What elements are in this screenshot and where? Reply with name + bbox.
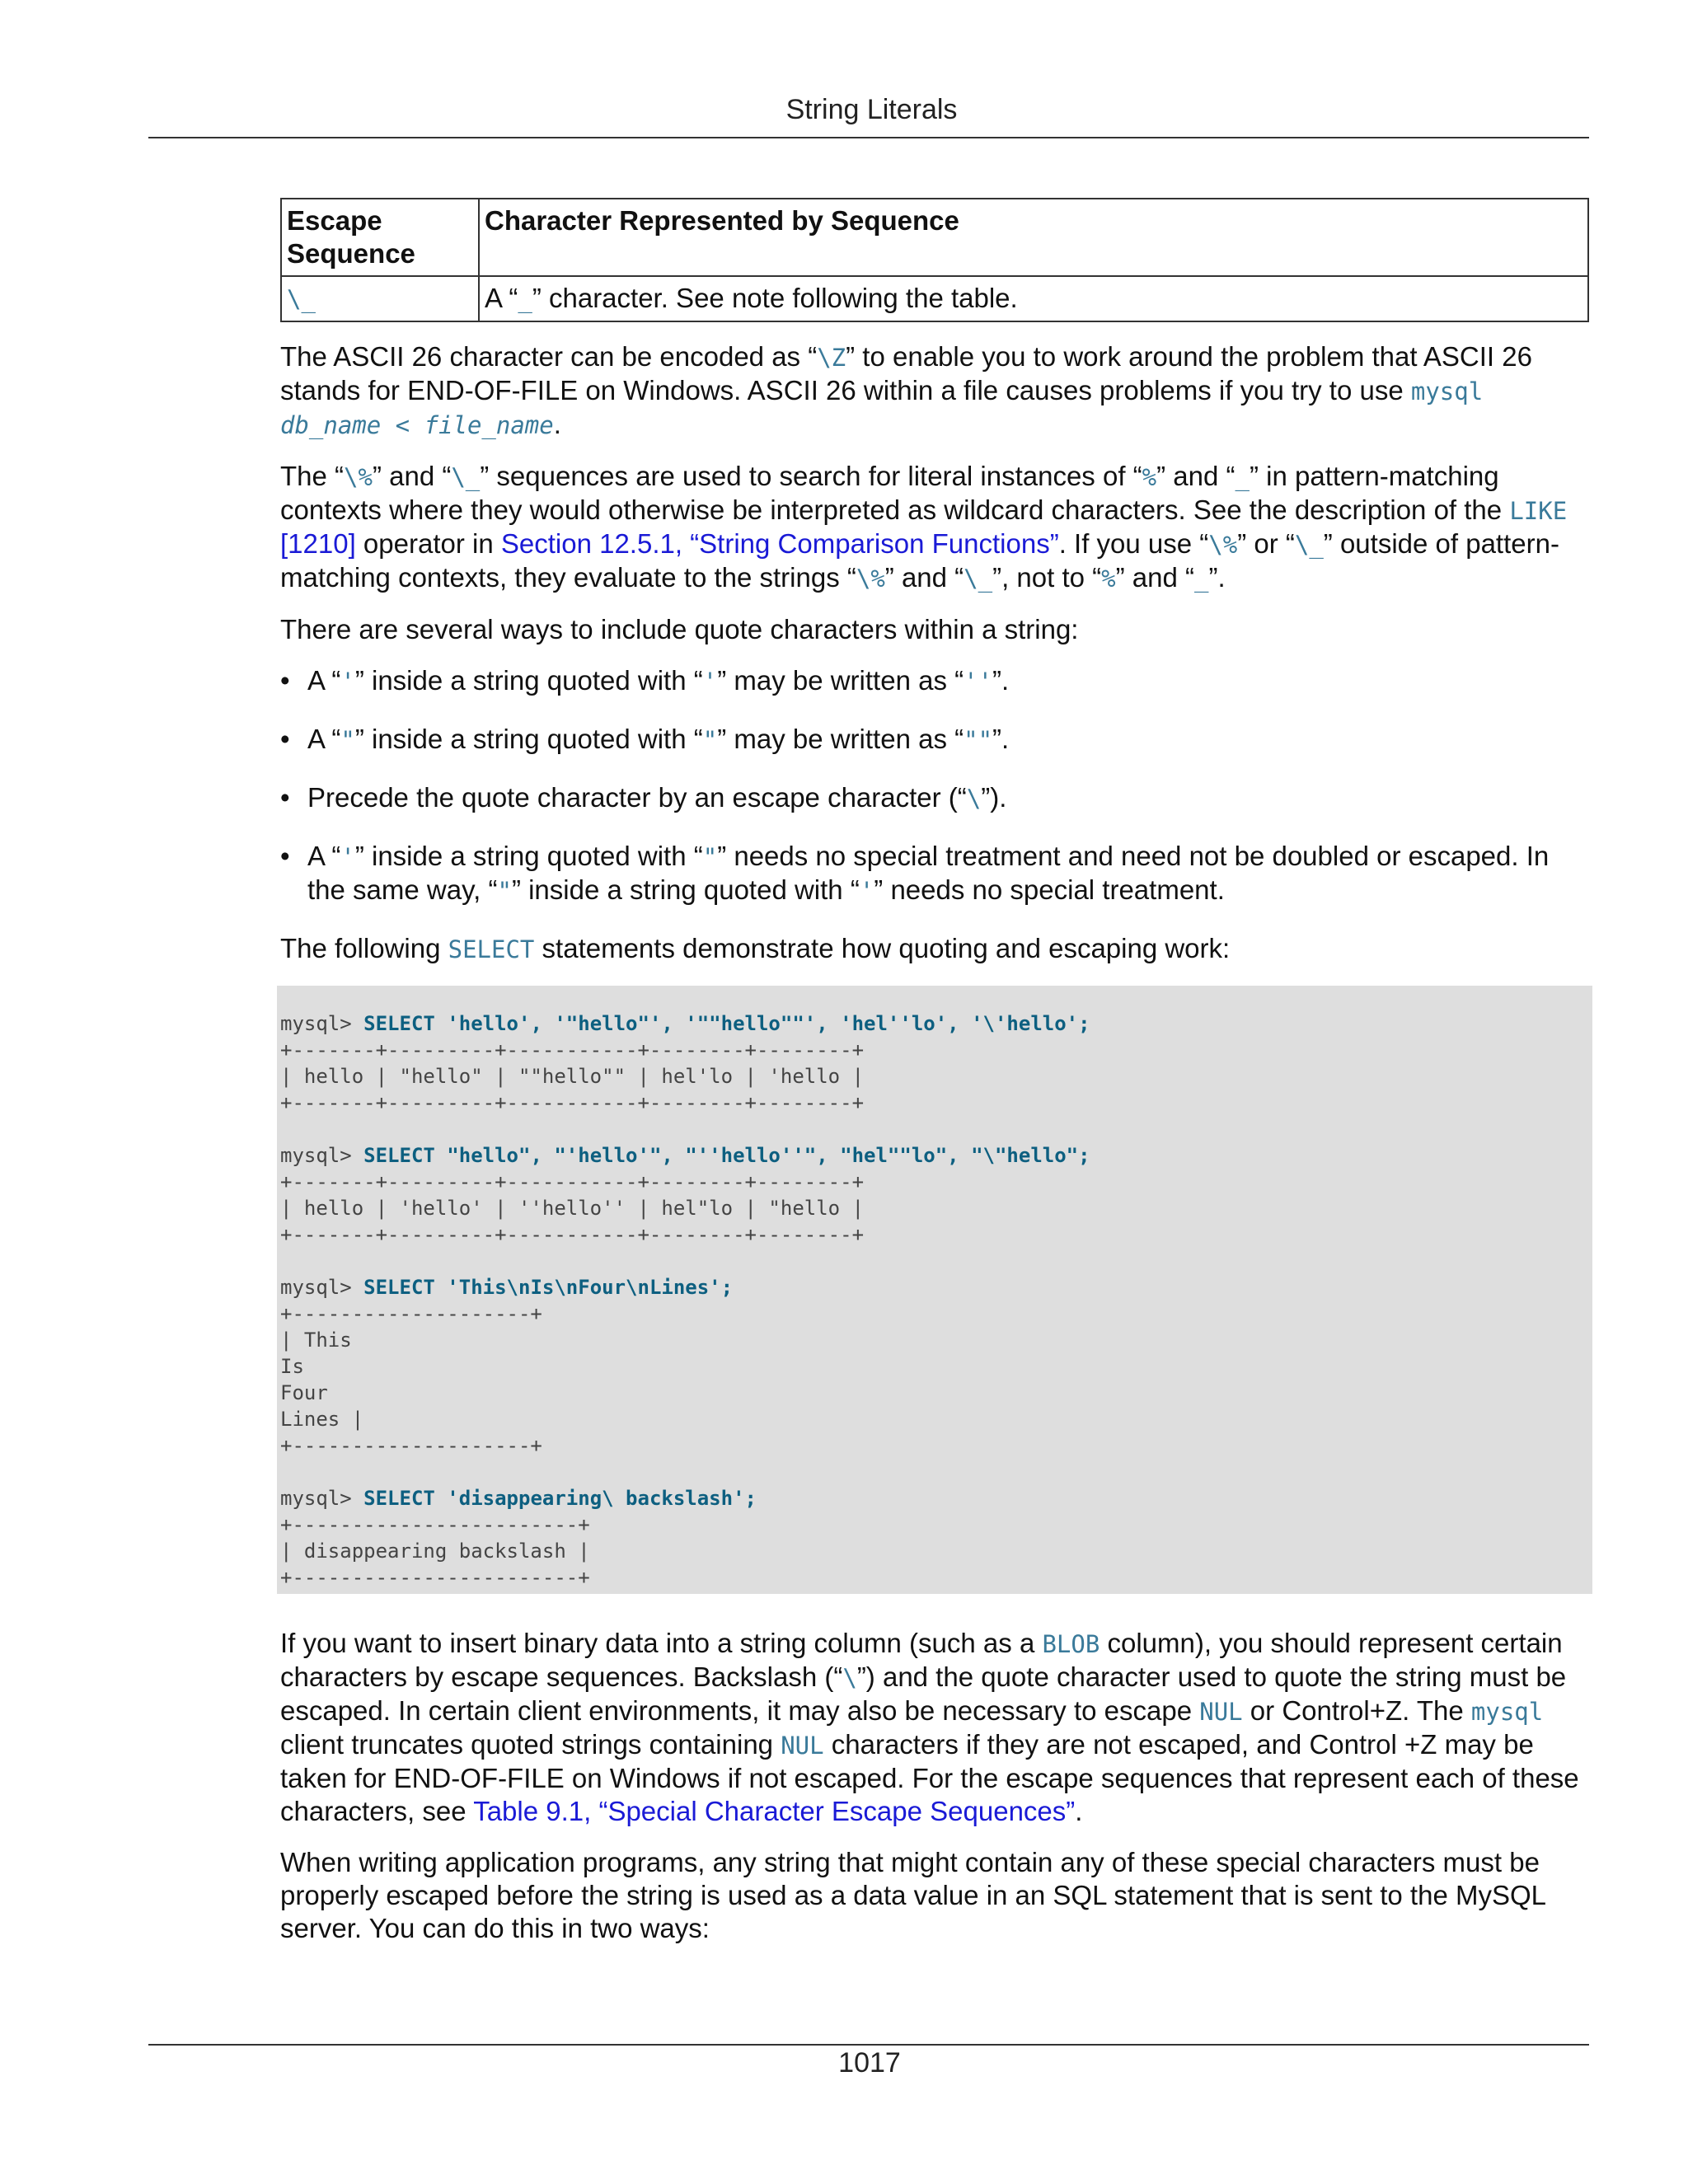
- bullet-icon: •: [280, 724, 290, 754]
- code-result-line: | disappearing backslash |: [280, 1540, 590, 1563]
- mysql-client-code[interactable]: mysql: [1470, 1698, 1544, 1726]
- code-result-line: +------------------------+: [280, 1513, 590, 1536]
- paragraph-ascii26: The ASCII 26 character can be encoded as “\Z” to enable you to work around the problem that ASCII 26 stands for END-OF-FILE on Windows. ASCII 26 within a file causes problems if you try to use mysql db_name < file_name.: [280, 341, 1532, 439]
- paragraph-binary-data: If you want to insert binary data into a string column (such as a BLOB column), you should represent certain characters by escape sequences. Backslash (“\”) and the quote character used to quote the string must be escaped. In certain client environments, it may also be necessary to escape NUL or Control+Z. The mysql client truncates quoted strings containing NUL characters if they are not escaped, and Control +Z may be taken for END-OF-FILE on Windows if not escaped. For the escape sequences that represent each of these characters, see Table 9.1, “Special Character Escape Sequences”.: [280, 1628, 1579, 1826]
- code-result-line: +-------+---------+-----------+--------+--------+: [280, 1223, 865, 1246]
- code-result-line: Four: [280, 1381, 328, 1404]
- code-query-line: mysql> SELECT "hello", "'hello'", "''hello''", "hel""lo", "\"hello";: [280, 1144, 1090, 1167]
- bullet-icon: •: [280, 841, 290, 871]
- table-header-escape-sequence: Escape Sequence: [281, 199, 479, 276]
- paragraph-application-programs: When writing application programs, any string that might contain any of these special characters must be properly escaped before the string is used as a data value in an SQL statement that is sent to the MySQL server. You can do this in two ways:: [280, 1847, 1545, 1943]
- page-number: 1017: [838, 2047, 901, 2079]
- bullet-icon: •: [280, 782, 290, 813]
- link-string-comparison-functions[interactable]: Section 12.5.1, “String Comparison Functions”: [500, 528, 1059, 559]
- code-query-line: mysql> SELECT 'hello', '"hello"', '""hello""', 'hel''lo', '\'hello';: [280, 1012, 1090, 1035]
- paragraph-select-intro: The following SELECT statements demonstrate how quoting and escaping work:: [280, 933, 1231, 963]
- table-header-character: Character Represented by Sequence: [479, 199, 1588, 276]
- list-item: • A “'” inside a string quoted with “'” may be written as “''”.: [280, 665, 1010, 696]
- page-header-title: String Literals: [785, 94, 958, 125]
- code-result-line: | This: [280, 1329, 352, 1352]
- code-result-line: Is: [280, 1355, 304, 1378]
- footer-divider: [148, 2044, 1589, 2046]
- link-like-page[interactable]: [1210]: [280, 528, 356, 559]
- code-result-line: +------------------------+: [280, 1566, 590, 1589]
- like-code[interactable]: LIKE: [1509, 497, 1568, 525]
- escape-code: \_: [287, 285, 316, 313]
- code-result-line: +-------+---------+-----------+--------+--------+: [280, 1091, 865, 1114]
- quote-rules-list: [280, 664, 1589, 907]
- list-item: • Precede the quote character by an escape character (“\”).: [280, 782, 1007, 813]
- escape-sequence-table: [280, 198, 1589, 322]
- link-special-character-table[interactable]: Table 9.1, “Special Character Escape Sequences”: [473, 1796, 1076, 1826]
- paragraph-quote-intro: There are several ways to include quote characters within a string:: [280, 614, 1079, 644]
- code-query-line: mysql> SELECT 'This\nIs\nFour\nLines';: [280, 1276, 734, 1299]
- select-code[interactable]: SELECT: [448, 935, 535, 963]
- list-item: • A “'” inside a string quoted with “"” needs no special treatment and need not be doubled or escaped. In the same way, “"” inside a string quoted with “'” needs no special treatment.: [280, 841, 1550, 905]
- code-result-line: +--------------------+: [280, 1302, 542, 1325]
- code-result-line: +-------+---------+-----------+--------+--------+: [280, 1038, 865, 1062]
- list-item: • A “"” inside a string quoted with “"” may be written as “""”.: [280, 724, 1010, 754]
- code-query-line: mysql> SELECT 'disappearing\ backslash';: [280, 1487, 757, 1510]
- page-content: [280, 198, 1589, 1963]
- table-header-row: [281, 199, 1588, 276]
- paragraph-pattern-matching: The “\%” and “\_” sequences are used to search for literal instances of “%” and “_” in pattern-matching contexts where they would otherwise be interpreted as wildcard characters. See the description of the LIKE [1210] operator in Section 12.5.1, “String Comparison Functions”. If you use “\%” or “\_” outside of pattern-matching contexts, they evaluate to the strings “\%” and “\_”, not to “%” and “_”.: [280, 461, 1568, 593]
- table-cell-sequence: [281, 276, 479, 321]
- table-cell-description: A “_” character. See note following the table.: [479, 276, 1588, 321]
- code-result-line: Lines |: [280, 1408, 364, 1431]
- code-result-line: | hello | 'hello' | ''hello'' | hel"lo | "hello |: [280, 1197, 865, 1220]
- table-row: [281, 276, 1588, 321]
- code-example-block: [277, 986, 1592, 1594]
- blob-code[interactable]: BLOB: [1042, 1630, 1100, 1658]
- header-divider: [148, 137, 1589, 138]
- bullet-icon: •: [280, 665, 290, 696]
- code-result-line: +--------------------+: [280, 1434, 542, 1457]
- code-result-line: | hello | "hello" | ""hello"" | hel'lo | 'hello |: [280, 1065, 865, 1088]
- code-result-line: +-------+---------+-----------+--------+--------+: [280, 1170, 865, 1193]
